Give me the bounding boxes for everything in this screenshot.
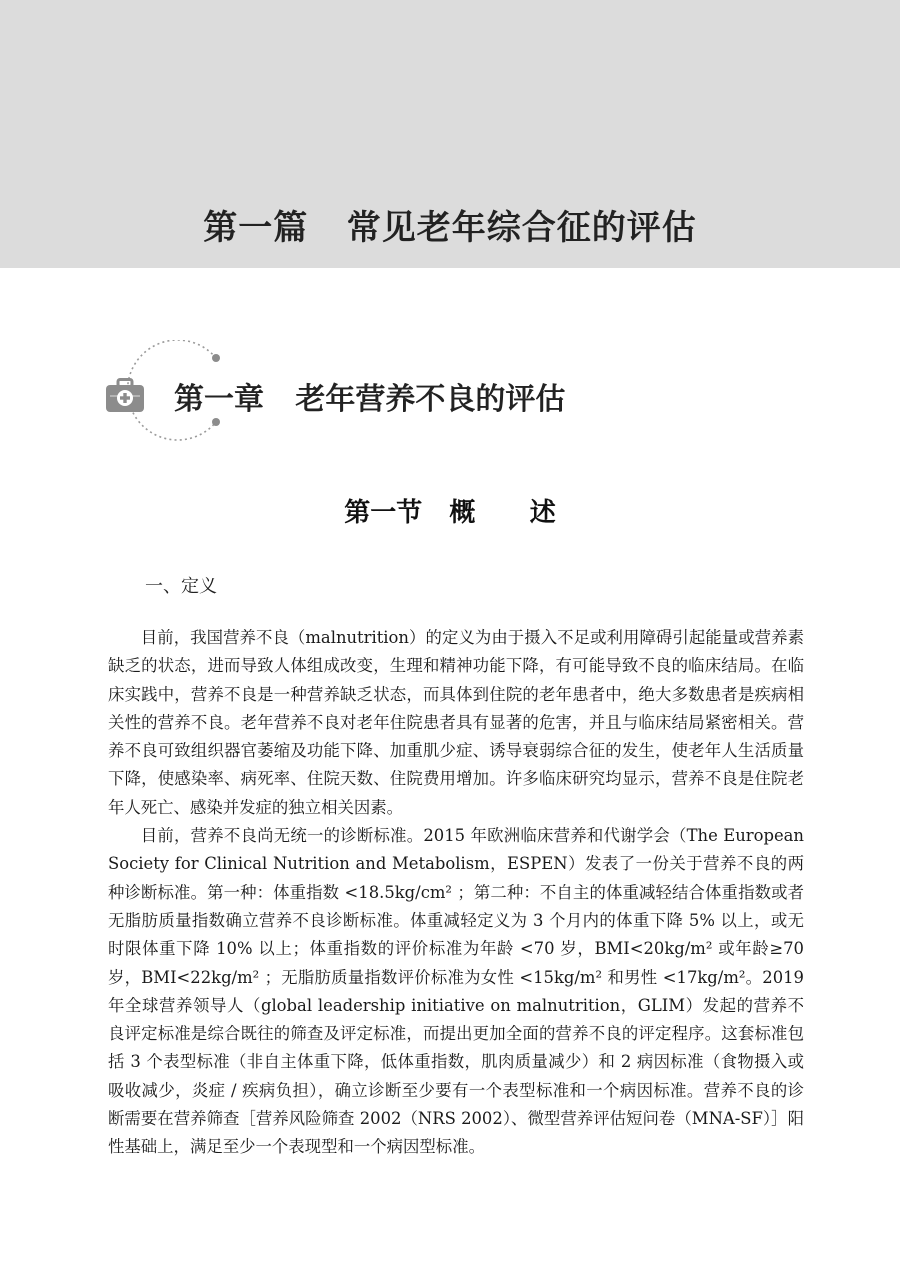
part-banner <box>0 0 900 268</box>
part-title: 第一篇 常见老年综合征的评估 <box>203 208 697 248</box>
first-aid-kit-icon <box>106 378 144 412</box>
chapter-title: 第一章 老年营养不良的评估 <box>174 382 566 417</box>
section-title: 第一节 概 述 <box>344 498 556 528</box>
subheading-definition: 一、定义 <box>145 576 217 597</box>
body-text <box>108 624 804 1162</box>
chapter-header <box>104 340 804 450</box>
paragraph: 目前，营养不良尚无统一的诊断标准。2015 年欧洲临床营养和代谢学会（The European Society for Clinical Nutrition and Metabolism，ESPEN）发表了一份关于营养不良的两种诊断标准。第一种：体重指数 <18.5kg/cm² ；第二种：不自主的体重减轻结合体重指数或者无脂肪质量指数确立营养不良诊断标准。体重减轻定义为 3 个月内的体重下降 5% 以上，或无时限体重下降 10% 以上；体重指数的评价标准为年龄 <70 岁，BMI<20kg/m² 或年龄≥70 岁，BMI<22kg/m² ；无脂肪质量指数评价标准为女性 <15kg/m² 和男性 <17kg/m²。2019 年全球营养领导人（global leadership initiative on malnutrition，GLIM）发起的营养不良评定标准是综合既往的筛查及评定标准，而提出更加全面的营养不良的评定程序。这套标准包括 3 个表型标准（非自主体重下降，低体重指数，肌肉质量减少）和 2 病因标准（食物摄入或吸收减少，炎症 / 疾病负担），确立诊断至少要有一个表型标准和一个病因标准。营养不良的诊断需要在营养筛查［营养风险筛查 2002（NRS 2002）、微型营养评估短问卷（MNA-SF）］阳性基础上，满足至少一个表现型和一个病因型标准。 <box>108 826 804 1157</box>
paragraph: 目前，我国营养不良（malnutrition）的定义为由于摄入不足或利用障碍引起能量或营养素缺乏的状态，进而导致人体组成改变，生理和精神功能下降，有可能导致不良的临床结局。在临床实践中，营养不良是一种营养缺乏状态，而具体到住院的老年患者中，绝大多数患者是疾病相关性的营养不良。老年营养不良对老年住院患者具有显著的危害，并且与临床结局紧密相关。营养不良可致组织器官萎缩及功能下降、加重肌少症、诱导衰弱综合征的发生，使老年人生活质量下降，使感染率、病死率、住院天数、住院费用增加。许多临床研究均显示，营养不良是住院老年人死亡、感染并发症的独立相关因素。 <box>108 628 804 817</box>
